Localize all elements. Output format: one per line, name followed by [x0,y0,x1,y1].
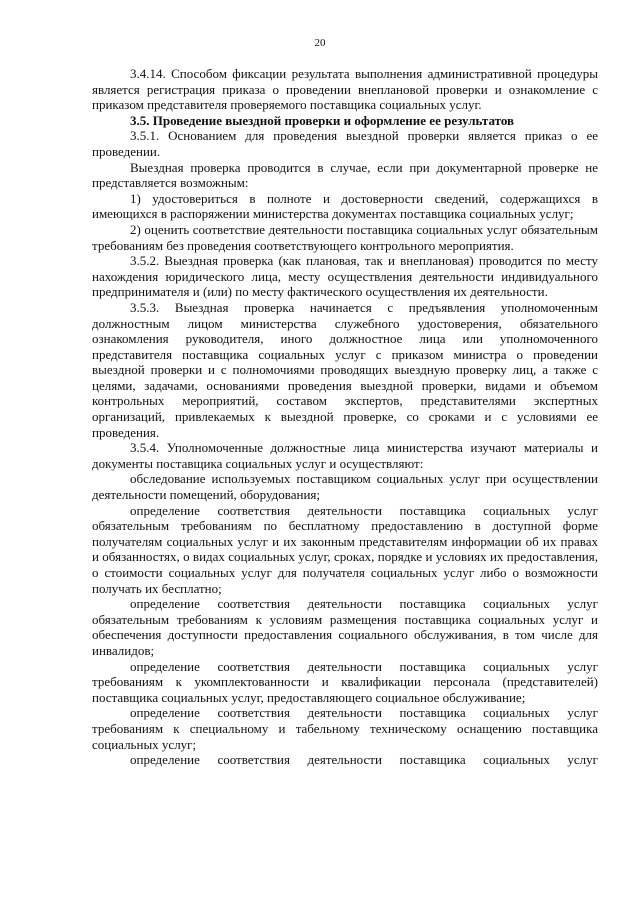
paragraph: определение соответствия деятельности поставщика социальных услуг обязательным требованиям по бесплатному предоставлению в доступной форме получателям социальных услуг и их законным представителям информации об их правах и обязанностях, о видах социальных услуг, сроках, порядке и условиях их предоставления, о стоимости социальных услуг для получателя социальных услуг либо о возможности получать их бесплатно; [92,502,598,596]
paragraph: Выездная проверка проводится в случае, если при документарной проверке не представляется возможным: [92,159,598,191]
paragraph: 3.5.1. Основанием для проведения выездной проверки является приказ о ее проведении. [92,128,598,159]
paragraph: определение соответствия деятельности поставщика социальных услуг требованиям к укомплектованности и квалификации персонала (представителей) поставщика социальных услуг, предоставляющего социальное обслуживание; [92,658,598,705]
paragraph: 2) оценить соответствие деятельности поставщика социальных услуг обязательным требованиям без проведения соответствующего контрольного мероприятия. [92,221,598,253]
paragraph: определение соответствия деятельности поставщика социальных услуг требованиям к специальному и табельному техническому оснащению поставщика социальных услуг; [92,705,598,752]
paragraph: определение соответствия деятельности поставщика социальных услуг обязательным требованиям к условиям размещения поставщика социальных услуг и обеспечения доступности предоставления социального обслуживания, в том числе для инвалидов; [92,596,598,658]
paragraph: 1) удостовериться в полноте и достоверности сведений, содержащихся в имеющихся в распоряжении министерства документах поставщика социальных услуг; [92,190,598,222]
document-body [92,66,598,768]
paragraph: 3.5.3. Выездная проверка начинается с предъявления уполномоченным должностным лицом министерства служебного удостоверения, обязательного ознакомления руководителя, иного должностное лица или уполномоченного представителя поставщика социальных услуг с приказом министра о проведении выездной проверки и с полномочиями проводящих выездную проверку лиц, а также с целями, задачами, основаниями проведения выездной проверки, видами и объемом контрольных мероприятий, составом экспертов, представителями экспертных организаций, привлекаемых к выездной проверке, со сроками и с условиями ее проведения. [92,299,598,440]
section-heading: 3.5. Проведение выездной проверки и оформление ее результатов [130,112,515,128]
paragraph: определение соответствия деятельности поставщика социальных услуг [130,752,598,768]
page-number: 20 [314,37,326,49]
paragraph: 3.5.4. Уполномоченные должностные лица министерства изучают материалы и документы поставщика социальных услуг и осуществляют: [92,440,598,471]
paragraph: обследование используемых поставщиком социальных услуг при осуществлении деятельности помещений, оборудования; [92,471,598,503]
paragraph: 3.4.14. Способом фиксации результата выполнения административной процедуры является регистрация приказа о проведении внеплановой проверки и ознакомление с приказом представителя проверяемого поставщика социальных услуг. [92,66,598,113]
paragraph: 3.5.2. Выездная проверка (как плановая, так и внеплановая) проводится по месту нахождения юридического лица, месту осуществления деятельности индивидуального предпринимателя и (или) по месту фактического осуществления их деятельности. [92,253,598,300]
